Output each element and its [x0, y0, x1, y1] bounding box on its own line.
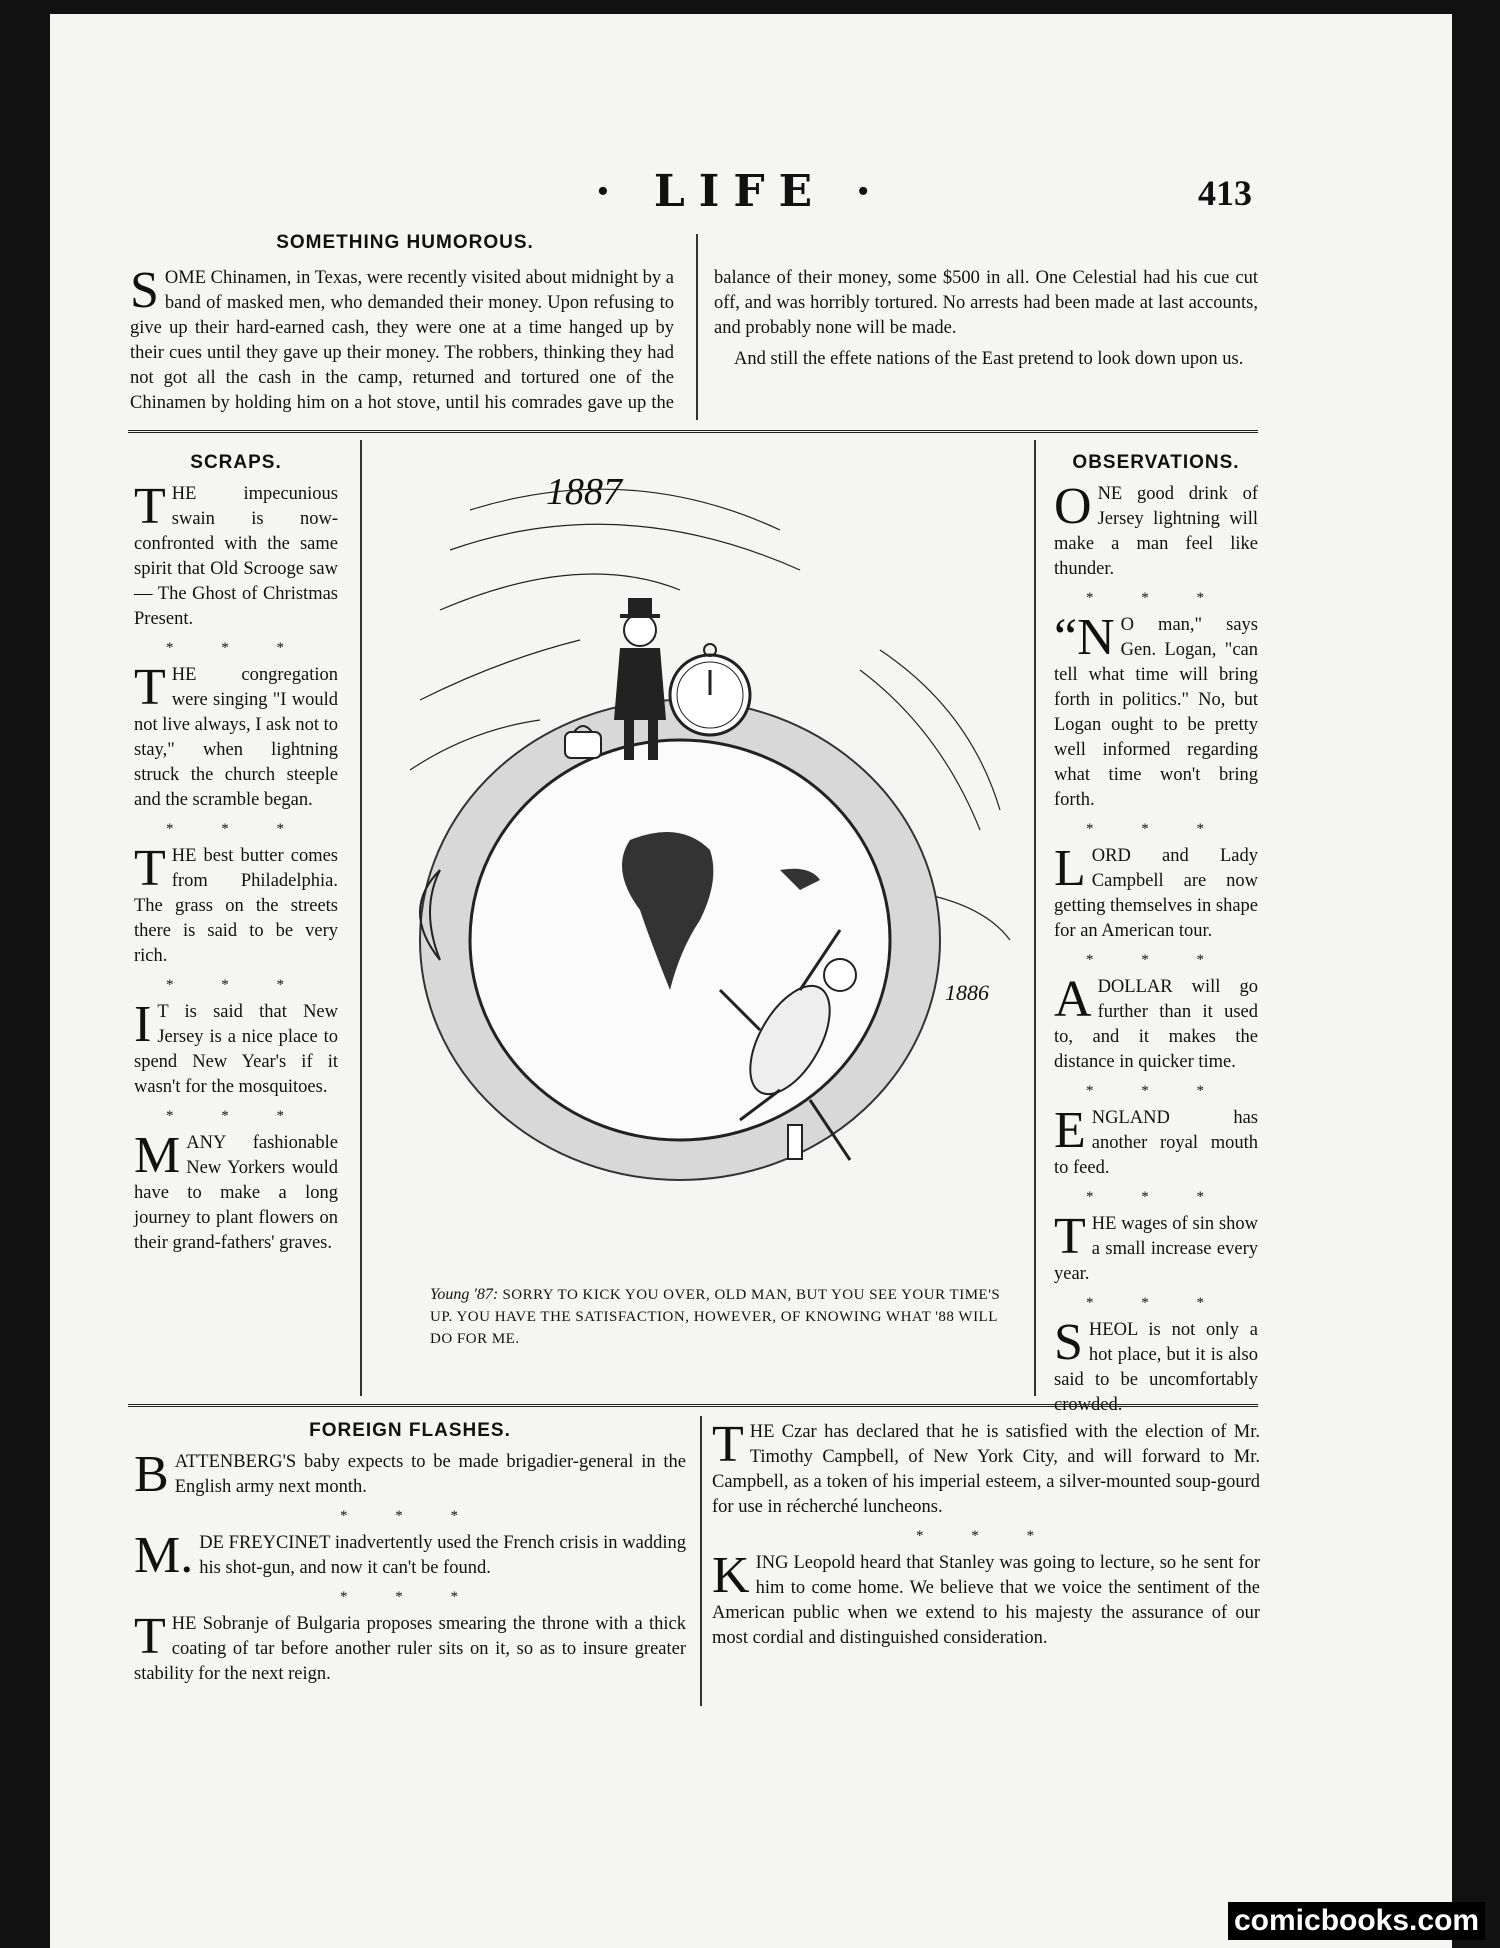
- scan-border-top: [0, 0, 1500, 14]
- scraps-item: THE congregation were singing "I would not live always, I ask not to stay," when lightning struck the church steeple and the scramble began.: [134, 659, 338, 810]
- separator-stars: * * *: [1086, 952, 1226, 968]
- scan-border-right: [1452, 0, 1500, 1948]
- column-divider: [696, 234, 698, 420]
- scraps-item: MANY fashionable New Yorkers would have to make a long journey to plant flowers on their grand-fathers' graves.: [134, 1127, 338, 1253]
- separator-stars: * * *: [1086, 1189, 1226, 1205]
- label-1887: 1887: [546, 471, 622, 513]
- scraps-item: THE impecunious swain is now-confronted with the same spirit that Old Scrooge saw — The Ghost of Christmas Present.: [134, 478, 338, 629]
- separator-stars: * * *: [340, 1508, 480, 1524]
- caption-speaker: Young '87:: [430, 1286, 499, 1303]
- cartoon-illustration: [380, 470, 1020, 1270]
- observations-heading: OBSERVATIONS.: [1072, 452, 1240, 473]
- caption-text: SORRY TO KICK YOU OVER, OLD MAN, BUT YOU SEE YOUR TIME'S UP. YOU HAVE THE SATISFACTION, HOWEVER, OF KNOWING WHAT '88 WILL DO FOR ME.: [430, 1287, 1001, 1347]
- observations-item: ENGLAND has another royal mouth to feed.: [1054, 1102, 1258, 1178]
- separator-stars: * * *: [340, 1589, 480, 1605]
- humorous-section: [130, 232, 1260, 262]
- cartoon-drawing: [380, 470, 1020, 1270]
- foreign-item: BATTENBERG'S baby expects to be made brigadier-general in the English army next month.: [134, 1446, 686, 1503]
- separator-stars: * * *: [166, 977, 306, 993]
- humorous-heading: SOMETHING HUMOROUS.: [276, 232, 534, 253]
- leopold-item: KING Leopold heard that Stanley was going to lecture, so he sent for him to come home. We believe that we voice the sentiment of the American public when we extend to his majesty the assurance of our most cordial and distinguished consideration.: [712, 1547, 1260, 1648]
- observations-item: “N O man," says Gen. Logan, "can tell what time will bring forth in politics." No, but Logan ought to be pretty well informed regarding what time won't bring forth.: [1054, 609, 1258, 810]
- scraps-item: THE best butter comes from Philadelphia. The grass on the streets there is said to be very rich.: [134, 840, 338, 966]
- foreign-item: M. DE FREYCINET inadvertently used the French crisis in wadding his shot-gun, and now it can't be found.: [134, 1527, 686, 1584]
- scraps-heading: SCRAPS.: [190, 452, 282, 473]
- masthead-title: · LIFE ·: [595, 166, 885, 217]
- watermark-logo: comicbooks.com: [1228, 1902, 1485, 1940]
- observations-item: THE wages of sin show a small increase every year.: [1054, 1208, 1258, 1284]
- observations-item: LORD and Lady Campbell are now getting themselves in shape for an American tour.: [1054, 840, 1258, 941]
- separator-stars: * * *: [166, 821, 306, 837]
- scan-border-left: [0, 0, 50, 1948]
- separator-stars: * * *: [1086, 590, 1226, 606]
- humorous-paragraph-1: SOME Chinamen, in Texas, were recently visited about midnight by a band of masked men, who demanded their money. Upon refusing to give up their hard-earned cash, they were one at a time hanged up by their cues until they gave up their money. The robbers, thinking they had not got all the cash in the camp, returned and tortured one of the Chinamen by holding him on a hot stove, until his comrades gave up the balance of their money, some $500 in all. One Celestial had his cue cut off, and was horribly tortured. No arrests had been made at last accounts, and probably none will be made.: [130, 262, 1258, 413]
- page-number: 413: [1198, 173, 1252, 213]
- column-divider: [360, 440, 362, 1396]
- column-divider: [700, 1416, 702, 1706]
- czar-leopold-column: [712, 1416, 1260, 1651]
- foreign-flashes-column: [134, 1420, 686, 1687]
- czar-item: THE Czar has declared that he is satisfied with the election of Mr. Timothy Campbell, of New York City, and will forward to Mr. Campbell, as a token of his imperial esteem, a silver-mounted soup-gourd for use in récherché luncheons.: [712, 1416, 1260, 1517]
- column-divider: [1034, 440, 1036, 1396]
- separator-stars: * * *: [1086, 821, 1226, 837]
- separator-stars: * * *: [166, 1108, 306, 1124]
- humorous-paragraph-2: And still the effete nations of the East pretend to look down upon us.: [734, 349, 1244, 369]
- scraps-item: I T is said that New Jersey is a nice place to spend New Year's if it wasn't for the mosquitoes.: [134, 996, 338, 1097]
- separator-stars: * * *: [916, 1528, 1056, 1544]
- humorous-columns: [130, 262, 1258, 422]
- cartoon-caption: [430, 1284, 1010, 1350]
- foreign-item: THE Sobranje of Bulgaria proposes smearing the throne with a thick coating of tar before another ruler sits on it, so as to insure greater stability for the next reign.: [134, 1608, 686, 1684]
- foreign-heading: FOREIGN FLASHES.: [309, 1420, 511, 1441]
- observations-item: ONE good drink of Jersey lightning will make a man feel like thunder.: [1054, 478, 1258, 579]
- observations-item: SHEOL is not only a hot place, but it is also said to be uncomfortably crowded.: [1054, 1314, 1258, 1415]
- observations-column: [1054, 452, 1258, 1418]
- scraps-column: [134, 452, 338, 1256]
- section-rule: [128, 430, 1258, 433]
- separator-stars: * * *: [1086, 1295, 1226, 1311]
- label-1886: 1886: [945, 980, 989, 1005]
- section-rule: [128, 1404, 1258, 1407]
- dropcap: S: [130, 262, 159, 319]
- separator-stars: * * *: [1086, 1083, 1226, 1099]
- observations-item: ADOLLAR will go further than it used to, and it makes the distance in quicker time.: [1054, 971, 1258, 1072]
- separator-stars: * * *: [166, 640, 306, 656]
